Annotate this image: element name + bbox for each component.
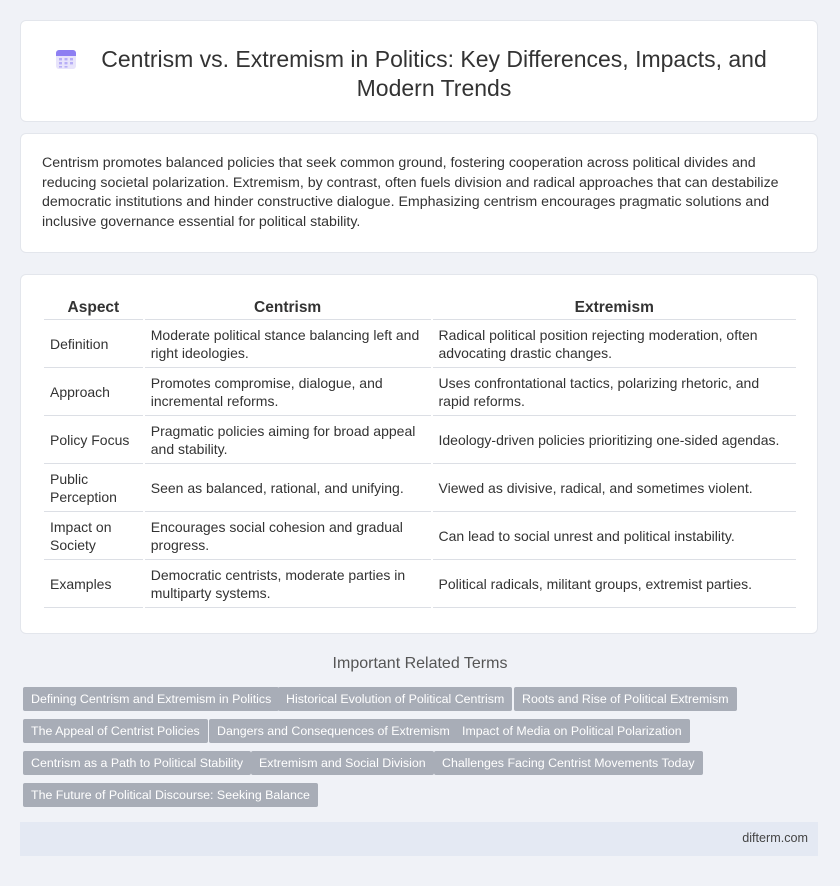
header-aspect: Aspect bbox=[44, 297, 143, 320]
extremism-cell: Ideology-driven policies prioritizing one-sided agendas. bbox=[433, 416, 797, 464]
related-term-tag[interactable]: Dangers and Consequences of Extremism bbox=[209, 719, 458, 743]
header-extremism: Extremism bbox=[433, 297, 797, 320]
comparison-table bbox=[42, 297, 798, 608]
related-term-tag[interactable]: Challenges Facing Centrist Movements Today bbox=[434, 751, 703, 775]
table-row bbox=[44, 560, 796, 608]
header-centrism: Centrism bbox=[145, 297, 431, 320]
centrism-cell: Seen as balanced, rational, and unifying. bbox=[145, 464, 431, 512]
table-row bbox=[44, 512, 796, 560]
extremism-cell: Viewed as divisive, radical, and sometimes violent. bbox=[433, 464, 797, 512]
related-term-tag[interactable]: Defining Centrism and Extremism in Politics bbox=[23, 687, 279, 711]
related-term-tag[interactable]: Historical Evolution of Political Centrism bbox=[278, 687, 512, 711]
centrism-cell: Pragmatic policies aiming for broad appeal and stability. bbox=[145, 416, 431, 464]
related-term-tag[interactable]: The Future of Political Discourse: Seeking Balance bbox=[23, 783, 318, 807]
centrism-cell: Moderate political stance balancing left and right ideologies. bbox=[145, 320, 431, 368]
related-term-tag[interactable]: Centrism as a Path to Political Stability bbox=[23, 751, 251, 775]
centrism-cell: Encourages social cohesion and gradual progress. bbox=[145, 512, 431, 560]
related-term-tag[interactable]: Roots and Rise of Political Extremism bbox=[514, 687, 737, 711]
aspect-cell: Approach bbox=[44, 368, 143, 416]
table-row bbox=[44, 320, 796, 368]
related-term-tag[interactable]: Extremism and Social Division bbox=[251, 751, 434, 775]
aspect-cell: Examples bbox=[44, 560, 143, 608]
header-card bbox=[20, 20, 818, 122]
extremism-cell: Radical political position rejecting moderation, often advocating drastic changes. bbox=[433, 320, 797, 368]
intro-card bbox=[20, 133, 818, 253]
aspect-cell: Public Perception bbox=[44, 464, 143, 512]
related-term-tag[interactable]: The Appeal of Centrist Policies bbox=[23, 719, 208, 743]
intro-paragraph: Centrism promotes balanced policies that seek common ground, fostering cooperation across political divides and reducing societal polarization. Extremism, by contrast, often fuels division and radical approaches that can destabilize democratic institutions and hinder constructive dialogue. Emphasizing centrism encourages pragmatic solutions and inclusive governance essential for political stability. bbox=[42, 155, 779, 230]
comparison-table-card bbox=[20, 274, 818, 634]
table-row bbox=[44, 464, 796, 512]
footer-site-link[interactable]: difterm.com bbox=[742, 831, 808, 845]
footer bbox=[20, 822, 818, 856]
aspect-cell: Definition bbox=[44, 320, 143, 368]
centrism-cell: Democratic centrists, moderate parties in multiparty systems. bbox=[145, 560, 431, 608]
related-term-tag[interactable]: Impact of Media on Political Polarization bbox=[454, 719, 690, 743]
extremism-cell: Can lead to social unrest and political instability. bbox=[433, 512, 797, 560]
table-row bbox=[44, 416, 796, 464]
aspect-cell: Impact on Society bbox=[44, 512, 143, 560]
table-row bbox=[44, 368, 796, 416]
aspect-cell: Policy Focus bbox=[44, 416, 143, 464]
related-terms-title: Important Related Terms bbox=[332, 655, 508, 672]
extremism-cell: Political radicals, militant groups, extremist parties. bbox=[433, 560, 797, 608]
centrism-cell: Promotes compromise, dialogue, and incremental reforms. bbox=[145, 368, 431, 416]
extremism-cell: Uses confrontational tactics, polarizing rhetoric, and rapid reforms. bbox=[433, 368, 797, 416]
table-header-row bbox=[44, 297, 796, 320]
page-title: Centrism vs. Extremism in Politics: Key Differences, Impacts, and Modern Trends bbox=[101, 46, 767, 101]
